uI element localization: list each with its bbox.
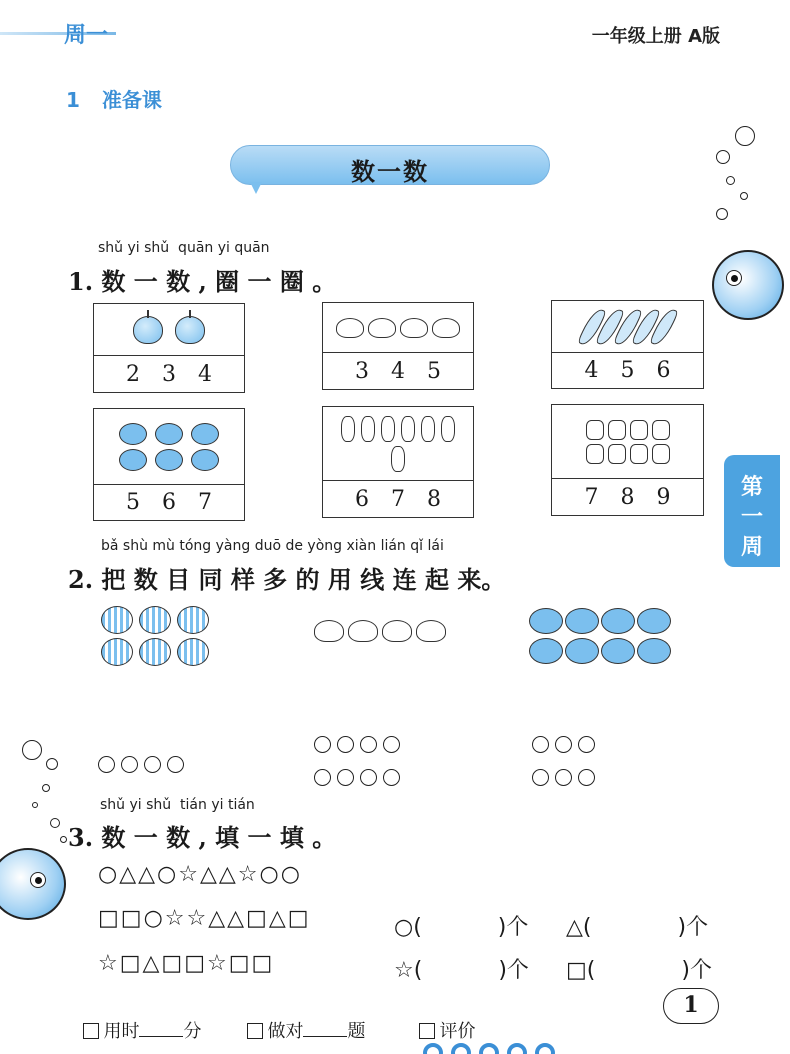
tomato-icon [529, 638, 563, 664]
correct-unit: 题 [347, 1021, 366, 1042]
peach-icon [336, 318, 364, 338]
peach-icon [400, 318, 428, 338]
circle-shape [144, 756, 161, 773]
shape-row-1: ○△△○☆△△☆○○ [98, 862, 302, 887]
circle-shape [98, 756, 115, 773]
box-picture [94, 409, 244, 485]
option-number[interactable]: 4 [391, 358, 405, 384]
circle-group-6[interactable] [532, 736, 595, 786]
count-box-birds [93, 408, 245, 521]
q1-title: 1. 数 一 数 , 圈 一 圈 。 [68, 267, 337, 296]
rabbit-icon [441, 416, 455, 442]
box-picture [552, 405, 703, 479]
fill-unit: )个 [681, 958, 712, 983]
cat-icon [652, 420, 670, 440]
fill-shape: □ [566, 958, 587, 983]
option-number[interactable]: 7 [391, 486, 405, 512]
watermelon-icon [101, 606, 133, 634]
fish-eye [30, 872, 46, 888]
rabbit-icon [391, 446, 405, 472]
fill-unit: )个 [677, 915, 709, 940]
bird-icon [155, 423, 183, 445]
bubble-decoration [46, 758, 58, 770]
circle-shape [337, 769, 354, 786]
bubble-decoration [726, 176, 735, 185]
bubble-decoration [60, 836, 67, 843]
peach-icon [382, 620, 412, 642]
cat-icon [608, 420, 626, 440]
rating-ribbon-icon[interactable] [451, 1043, 471, 1054]
fish-illustration [712, 250, 784, 320]
box-options [552, 479, 703, 515]
peach-icon [314, 620, 344, 642]
option-number[interactable]: 5 [427, 358, 441, 384]
watermelon-icon [139, 606, 171, 634]
count-box-rabbits [322, 406, 474, 518]
correct-label: 做对 [267, 1021, 304, 1042]
fill-square: □( )个 [566, 958, 712, 983]
q3-pinyin: shǔ yi shǔ tián yi tián [100, 797, 255, 813]
bird-icon [155, 449, 183, 471]
lesson-number: 1 [66, 88, 80, 112]
cat-icon [630, 420, 648, 440]
bubble-decoration [42, 784, 50, 792]
rabbit-icon [421, 416, 435, 442]
cat-icon [586, 444, 604, 464]
fish-eye [726, 270, 742, 286]
q2-title: 2. 把 数 目 同 样 多 的 用 线 连 起 来。 [68, 565, 506, 594]
bubble-decoration [50, 818, 60, 828]
bubble-decoration [740, 192, 748, 200]
rating-ribbon-icon[interactable] [479, 1043, 499, 1054]
option-number[interactable]: 6 [162, 490, 176, 515]
box-options [94, 485, 244, 520]
week-tab-line3: 周 [740, 535, 763, 560]
rating-label: 评价 [439, 1021, 476, 1042]
fill-shape: △ [566, 915, 583, 940]
box-picture [552, 301, 703, 353]
rabbit-icon [341, 416, 355, 442]
correct-checkbox[interactable] [247, 1023, 263, 1039]
circle-group-4[interactable] [98, 756, 184, 773]
circle-shape [532, 736, 549, 753]
circle-shape [383, 769, 400, 786]
week-tab [724, 455, 780, 567]
apple-icon [133, 316, 163, 344]
option-number[interactable]: 8 [427, 486, 441, 512]
bird-icon [119, 423, 147, 445]
option-number[interactable]: 9 [656, 484, 671, 510]
bubble-decoration [716, 208, 728, 220]
week-tab-line2: 一 [740, 505, 763, 530]
bubble-decoration [735, 126, 755, 146]
box-options [94, 356, 244, 392]
option-number[interactable]: 4 [198, 361, 212, 387]
footer-rating [408, 996, 559, 1054]
peach-group [312, 620, 448, 642]
box-picture [323, 407, 473, 481]
circle-shape [360, 736, 377, 753]
week-tab-line1: 第 [740, 475, 763, 500]
cat-icon [586, 420, 604, 440]
bird-icon [119, 449, 147, 471]
header-day [0, 18, 116, 50]
q1-pinyin: shǔ yi shǔ quān yi quān [98, 240, 270, 256]
cat-icon [652, 444, 670, 464]
circle-shape [555, 769, 572, 786]
option-number[interactable]: 3 [355, 358, 369, 384]
count-box-cats [551, 404, 704, 516]
peach-icon [432, 318, 460, 338]
box-picture [323, 303, 473, 353]
tomato-icon [565, 608, 599, 634]
watermelon-icon [101, 638, 133, 666]
q2-pinyin: bǎ shù mù tóng yàng duō de yòng xiàn lián qǐ lái [101, 538, 444, 554]
rating-ribbon-icon[interactable] [507, 1043, 527, 1054]
tomato-group [528, 606, 678, 666]
watermelon-icon [177, 606, 209, 634]
peach-icon [348, 620, 378, 642]
option-number[interactable]: 5 [620, 358, 635, 383]
option-number[interactable]: 6 [355, 486, 369, 512]
box-options [552, 353, 703, 388]
count-box-bananas [551, 300, 704, 389]
rabbit-icon [381, 416, 395, 442]
peach-icon [368, 318, 396, 338]
circle-shape [121, 756, 138, 773]
section-title-banner [230, 145, 550, 185]
bubble-decoration [22, 740, 42, 760]
time-blank[interactable] [139, 1036, 183, 1037]
circle-shape [532, 769, 549, 786]
circle-shape [360, 769, 377, 786]
watermelon-icon [177, 638, 209, 666]
tomato-icon [601, 638, 635, 664]
bird-icon [191, 449, 219, 471]
option-number[interactable]: 3 [162, 361, 176, 387]
rabbit-icon [401, 416, 415, 442]
time-label: 用时 [103, 1021, 140, 1042]
circle-shape [555, 736, 572, 753]
option-number[interactable]: 6 [656, 358, 671, 383]
circle-shape [337, 736, 354, 753]
option-number[interactable]: 7 [198, 490, 212, 515]
watermelon-group [98, 604, 228, 668]
option-number[interactable]: 4 [584, 358, 599, 383]
circle-shape [578, 769, 595, 786]
fill-shape: ○ [394, 915, 414, 940]
shape-row-3: ☆□△□□☆□□ [98, 951, 275, 976]
peach-icon [416, 620, 446, 642]
box-options [323, 353, 473, 389]
section-title: 数一数 [351, 158, 429, 186]
page-number: 1 [663, 988, 719, 1024]
box-picture [94, 304, 244, 356]
bubble-decoration [32, 802, 38, 808]
header-book: 一年级上册 A版 [591, 26, 720, 47]
option-number[interactable]: 5 [126, 490, 140, 515]
header-day-label: 周一 [64, 23, 109, 48]
fill-triangle: △( )个 [566, 915, 709, 940]
lesson-title: 准备课 [101, 88, 162, 112]
watermelon-icon [139, 638, 171, 666]
bubble-decoration [716, 150, 730, 164]
shape-row-2: □□○☆☆△△□△□ [98, 906, 311, 931]
circle-shape [578, 736, 595, 753]
rabbit-icon [361, 416, 375, 442]
tomato-icon [637, 608, 671, 634]
fill-unit: )个 [497, 915, 529, 940]
cat-icon [608, 444, 626, 464]
fill-shape: ☆ [394, 958, 414, 983]
lesson-heading [66, 84, 162, 113]
rating-ribbon-icon[interactable] [535, 1043, 555, 1054]
time-checkbox[interactable] [83, 1023, 99, 1039]
circle-group-8[interactable] [314, 736, 400, 786]
circle-shape [383, 736, 400, 753]
q3-title: 3. 数 一 数 , 填 一 填 。 [68, 823, 337, 852]
banner-tail [250, 182, 262, 194]
circle-shape [314, 769, 331, 786]
rating-ribbon-icon[interactable] [423, 1043, 443, 1054]
option-number[interactable]: 7 [584, 484, 599, 510]
footer-correct [236, 996, 365, 1043]
fish-illustration [0, 848, 66, 920]
fill-star: ☆( )个 [394, 958, 529, 983]
tomato-icon [565, 638, 599, 664]
tomato-icon [637, 638, 671, 664]
cat-icon [630, 444, 648, 464]
box-options [323, 481, 473, 517]
circle-shape [314, 736, 331, 753]
apple-icon [175, 316, 205, 344]
time-unit: 分 [183, 1021, 202, 1042]
option-number[interactable]: 8 [620, 484, 635, 510]
footer-time [72, 996, 201, 1043]
tomato-icon [529, 608, 563, 634]
count-box-apples [93, 303, 245, 393]
tomato-icon [601, 608, 635, 634]
count-box-peaches [322, 302, 474, 390]
correct-blank[interactable] [303, 1036, 347, 1037]
fill-unit: )个 [498, 958, 529, 983]
fill-circle: ○( )个 [394, 915, 529, 940]
bird-icon [191, 423, 219, 445]
circle-shape [167, 756, 184, 773]
option-number[interactable]: 2 [126, 361, 140, 387]
rating-checkbox[interactable] [419, 1023, 435, 1039]
